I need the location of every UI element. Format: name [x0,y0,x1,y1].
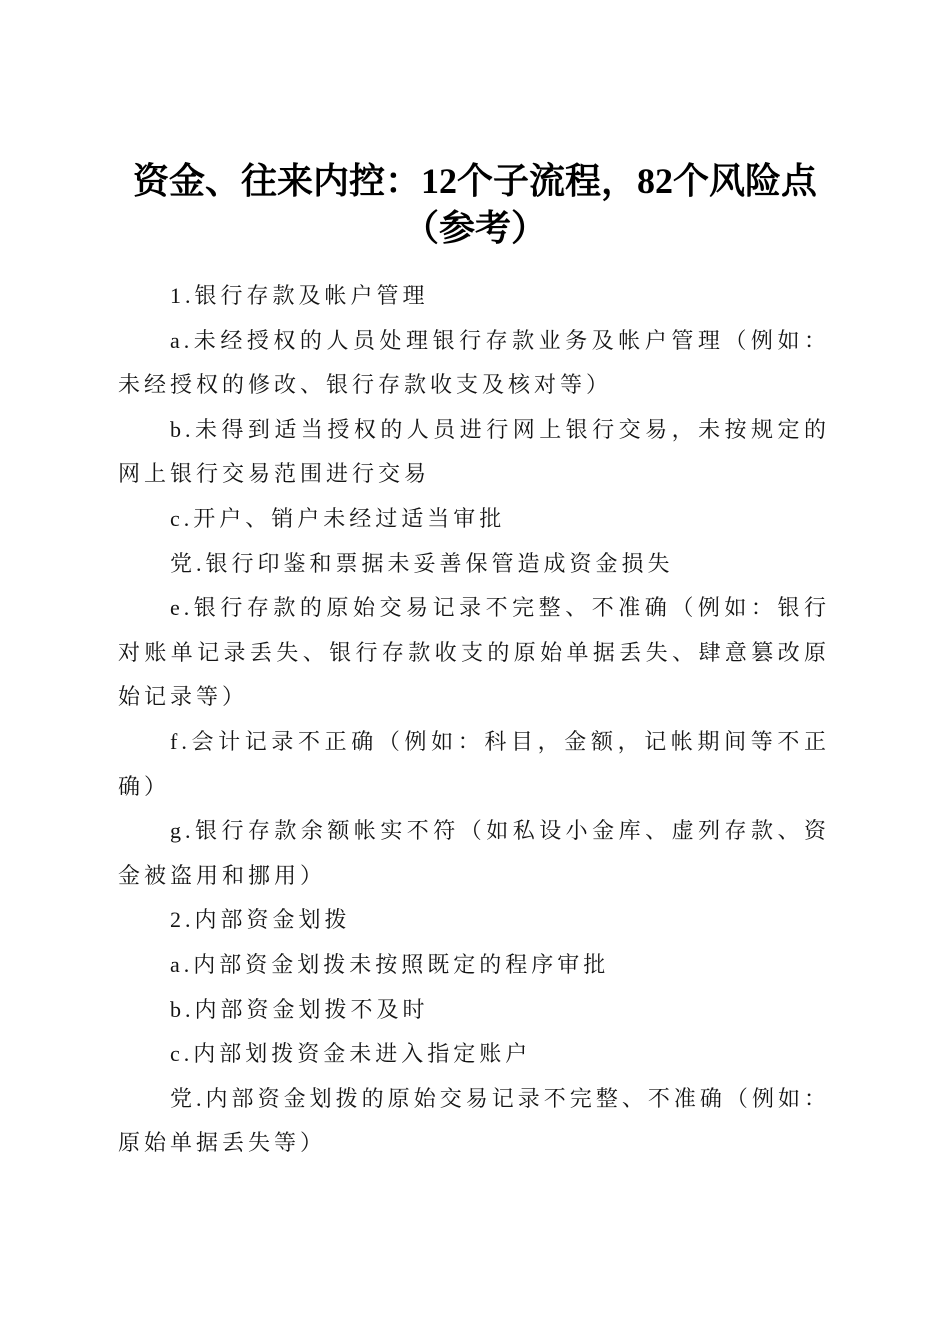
document-title-line-2: （参考） [402,208,547,249]
risk-item: c.内部划拨资金未进入指定账户 [170,1041,532,1067]
risk-item: 党.内部资金划拨的原始交易记录不完整、不准确（例如：原始单据丢失等） [118,1085,830,1156]
section-heading-internal-transfers: 2.内部资金划拨 [170,907,351,933]
risk-item: a.未经授权的人员处理银行存款业务及帐户管理（例如：未经授权的修改、银行存款收支及核对等） [118,327,830,398]
document-body [118,274,830,1166]
risk-item: a.内部资金划拨未按照既定的程序审批 [170,951,610,977]
risk-item: f.会计记录不正确（例如：科目，金额，记帐期间等不正确） [118,728,830,799]
risk-item: e.银行存款的原始交易记录不完整、不准确（例如：银行对账单记录丢失、银行存款收支的原始单据丢失、肆意篡改原始记录等） [118,595,830,710]
risk-item: b.内部资金划拨不及时 [170,996,429,1022]
risk-item: g.银行存款余额帐实不符（如私设小金库、虚列存款、资金被盗用和挪用） [118,818,830,888]
risk-item: 党.银行印鉴和票据未妥善保管造成资金损失 [170,550,674,576]
document-title [0,158,950,252]
risk-item: c.开户、销户未经过适当审批 [170,505,506,531]
risk-item: b.未得到适当授权的人员进行网上银行交易，未按规定的网上银行交易范围进行交易 [118,416,830,487]
document-title-line-1: 资金、往来内控：12个子流程，82个风险点 [132,161,817,202]
section-heading-bank-deposits: 1.银行存款及帐户管理 [170,283,429,308]
